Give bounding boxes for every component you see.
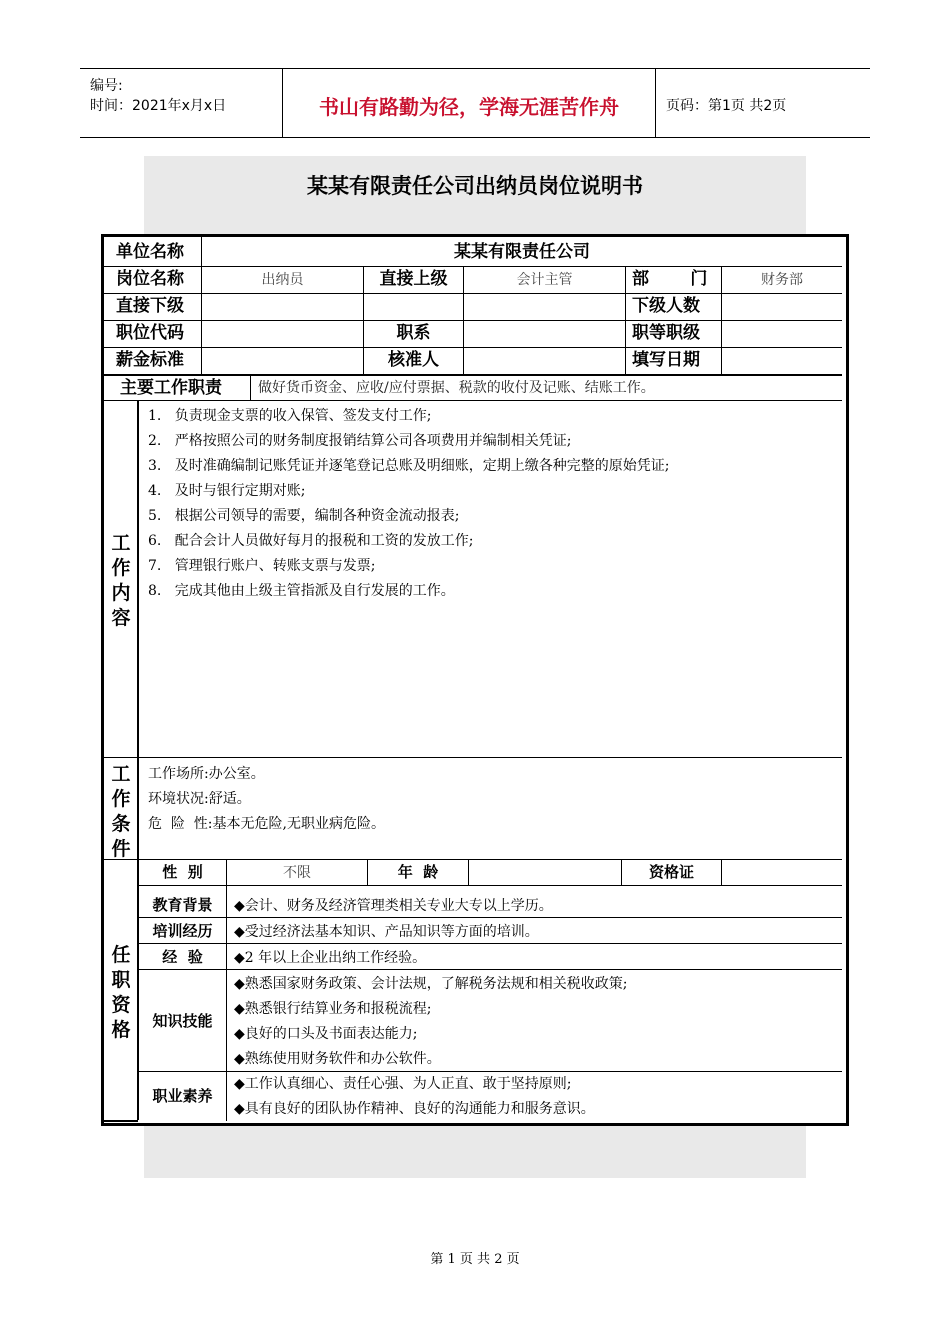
header-left-cell [80,69,282,137]
experience-value: ◆2 年以上企业出纳工作经验。 [234,950,427,966]
approver-label: 核准人 [388,350,439,370]
position-label: 岗位名称 [116,269,184,289]
grade-label: 职等职级 [632,323,700,343]
document-title: 某某有限责任公司出纳员岗位说明书 [307,174,643,198]
superior-label: 直接上级 [379,269,448,289]
quality-item: ◆具有良好的团队协作精神、良好的沟通能力和服务意识。 [234,1101,595,1117]
work-content-label: 工作内容 [111,532,131,629]
position-value: 出纳员 [261,272,304,288]
unit-name-label: 单位名称 [116,242,184,262]
job-series-label: 职系 [396,323,431,343]
main-duty-value: 做好货币资金、应收/应付票据、税款的收付及记账、结账工作。 [258,380,655,396]
job-description-form [101,234,849,1126]
work-place: 工作场所:办公室。 [148,766,265,782]
header-right-cell [656,69,870,137]
work-conditions-label: 工作条件 [111,763,131,860]
main-duty-label: 主要工作职责 [120,378,222,398]
work-item: 3. 及时准确编制记账凭证并逐笔登记总账及明细账，定期上缴各种完整的原始凭证; [148,458,670,474]
education-label: 教育背景 [152,896,213,914]
certificate-label: 资格证 [648,863,694,881]
superior-value: 会计主管 [516,272,573,288]
unit-name-value: 某某有限责任公司 [454,242,590,262]
work-item: 4. 及时与银行定期对账; [148,483,306,499]
skill-item: ◆熟悉银行结算业务和报税流程; [234,1001,432,1017]
skill-item: ◆熟悉国家财务政策、会计法规，了解税务法规和相关税收政策; [234,976,628,992]
gender-value: 不限 [283,865,311,881]
header-center-cell [282,69,656,137]
education-value: ◆会计、财务及经济管理类相关专业大专以上学历。 [234,898,553,914]
qualifications-label: 任职资格 [111,944,131,1041]
gender-label: 性 别 [162,863,203,881]
age-label: 年 龄 [397,863,439,881]
quality-label: 职业素养 [152,1087,213,1105]
page-header [80,68,870,138]
position-code-label: 职位代码 [116,323,184,343]
number-label: 编号: [90,78,123,94]
environment: 环境状况:舒适。 [148,791,251,807]
page-info: 页码：第1页 共2页 [666,98,787,114]
training-value: ◆受过经济法基本知识、产品知识等方面的培训。 [234,924,539,940]
fill-date-label: 填写日期 [632,350,700,370]
department-label: 部 门 [632,269,708,289]
quality-item: ◆工作认真细心、责任心强、为人正直、敢于坚持原则; [234,1076,572,1092]
work-item: 5. 根据公司领导的需要，编制各种资金流动报表; [148,508,460,524]
salary-label: 薪金标准 [116,350,184,370]
skill-item: ◆良好的口头及书面表达能力; [234,1026,418,1042]
subordinate-count-label: 下级人数 [632,296,700,316]
time-label: 时间：2021年x月x日 [90,98,227,114]
department-value: 财务部 [761,272,803,288]
subordinate-label: 直接下级 [116,296,184,316]
work-item: 2. 严格按照公司的财务制度报销结算公司各项费用并编制相关凭证; [148,433,572,449]
skills-label: 知识技能 [152,1012,213,1030]
page-footer: 第 1 页 共 2 页 [430,1252,520,1267]
work-item: 8. 完成其他由上级主管指派及自行发展的工作。 [148,583,455,599]
motto: 书山有路勤为径，学海无涯苦作舟 [319,95,619,119]
work-item: 6. 配合会计人员做好每月的报税和工资的发放工作; [148,533,474,549]
hazard: 危 险 性:基本无危险,无职业病危险。 [148,816,385,832]
work-item: 7. 管理银行账户、转账支票与发票; [148,558,376,574]
skill-item: ◆熟练使用财务软件和办公软件。 [234,1051,441,1067]
training-label: 培训经历 [152,922,213,940]
experience-label: 经 验 [162,948,203,966]
work-item: 1. 负责现金支票的收入保管、签发支付工作; [148,408,432,424]
